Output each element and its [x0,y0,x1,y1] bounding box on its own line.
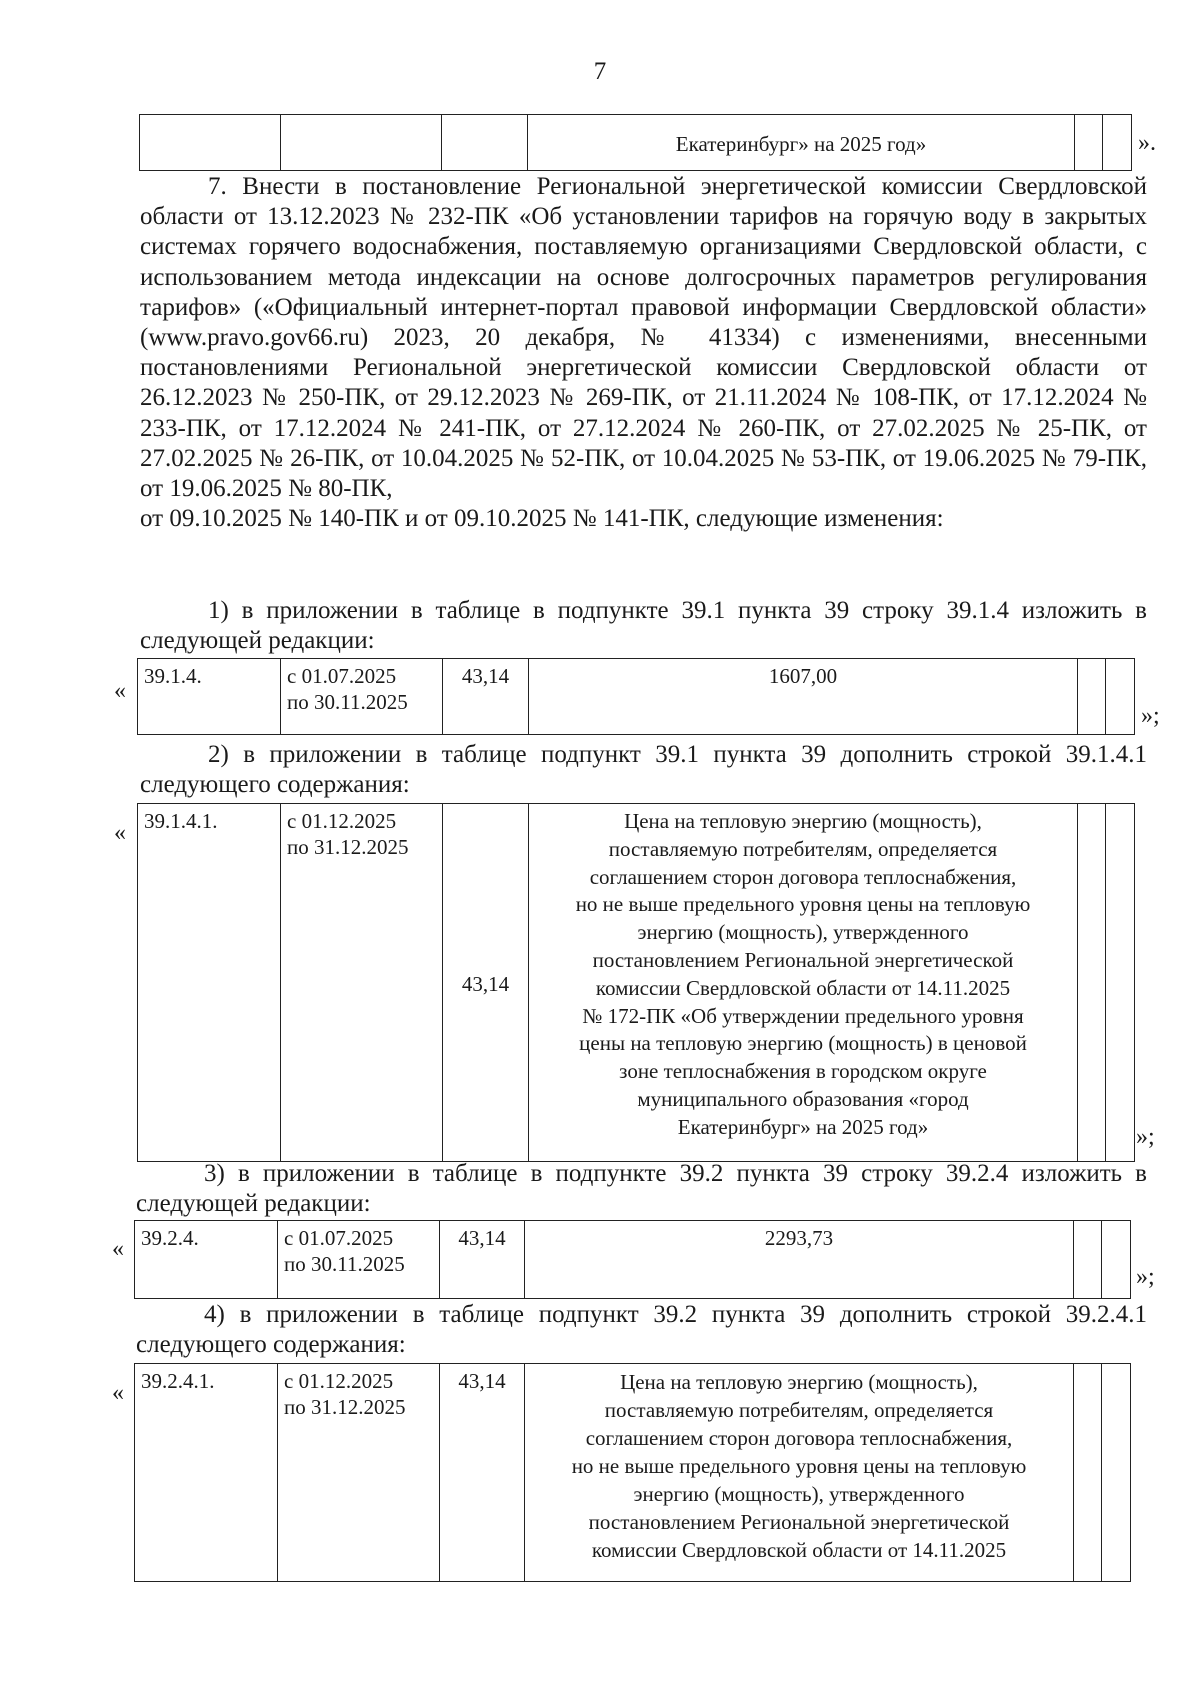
table-cell [1074,1364,1102,1582]
opening-quote: « [112,1236,124,1262]
value-line: № 172-ПК «Об утверждении предельного уровня [582,1003,1024,1028]
value-line: но не выше предельного уровня цены на тепловую [575,892,1031,917]
row-rate: 43,14 [440,1221,525,1299]
paragraph-7-text: 7. Внести в постановление Региональной энергетической комиссии Свердловской области от 13.12.2023 № 232-ПК «Об установлении тарифов на горячую воду в закрытых системах горячего водоснабжения, поставляемую организациями Свердловской области, с использованием метода индексации на основе долгосрочных параметров регулирования тарифов» («Официальный интернет-портал правовой информации Свердловской области» (www.pravo.gov66.ru) 2023, 20 декабря, № 41334) с изменениями, внесенными постановлениями Региональной энергетической комиссии Свердловской области от 26.12.2023 № 250-ПК, от 29.12.2023 № 269-ПК, от 21.11.2024 № 108-ПК, от 17.12.2024 № 233-ПК, от 17.12.2024 № 241-ПК, от 27.12.2024 № 260-ПК, от 27.02.2025 № 25-ПК, от 27.02.2025 № 26-ПК, от 10.04.2025 № 52-ПК, от 10.04.2025 № 53-ПК, от 19.06.2025 № 79-ПК, от 19.06.2025 № 80-ПК, [140,173,1147,503]
closing-quote: »; [1136,1264,1155,1290]
table-cell [140,115,281,171]
closing-quote: ». [1138,130,1156,156]
value-line: Екатеринбург» на 2025 год» [677,1114,929,1139]
table-cell [1075,115,1103,171]
item-3 [136,1159,1147,1219]
value-line: цены на тепловую энергию (мощность) в ценовой [579,1031,1027,1056]
item-2 [140,740,1147,800]
table-cell [1106,804,1135,1162]
table-cell [281,115,442,171]
value-line: муниципального образования «город [637,1086,969,1111]
row-value: 2293,73 [525,1221,1074,1299]
row-period [281,659,443,735]
value-line: комиссии Свердловской области от 14.11.2025 [591,1538,1007,1562]
value-line: энергию (мощность), утвержденного [633,1482,965,1506]
period-end: по 31.12.2025 [284,1395,406,1419]
opening-quote: « [112,1380,124,1406]
value-line: комиссии Свердловской области от 14.11.2025 [595,975,1011,1000]
table-row [135,1364,1131,1582]
item-1-text: 1) в приложении в таблице в подпункте 39.1 пункта 39 строку 39.1.4 изложить в следующей редакции: [140,597,1147,655]
value-line: постановлением Региональной энергетической [592,947,1014,972]
row-code: 39.2.4. [135,1221,278,1299]
row-value [529,804,1078,1162]
table-cell [1078,804,1106,1162]
value-line: постановлением Региональной энергетической [588,1510,1010,1534]
period-start: с 01.12.2025 [284,1369,394,1393]
period-end: по 30.11.2025 [287,690,408,714]
opening-quote: « [114,820,126,846]
row-code: 39.1.4. [138,659,281,735]
period-start: с 01.07.2025 [287,664,397,688]
table-row [138,659,1135,735]
value-line: зоне теплоснабжения в городском округе [619,1059,987,1084]
period-end: по 30.11.2025 [284,1252,405,1276]
value-line: поставляемую потребителям, определяется [608,836,998,861]
value-line: Цена на тепловую энергию (мощность), [624,809,982,833]
period-start: с 01.12.2025 [287,809,397,833]
table-cell [1074,1221,1102,1299]
row-value: 1607,00 [529,659,1078,735]
item-1 [140,596,1147,656]
table-item-1 [137,658,1135,735]
table-cell [1102,1364,1131,1582]
value-line: поставляемую потребителям, определяется [604,1398,994,1422]
table-row [138,804,1135,1162]
item-2-text: 2) в приложении в таблице подпункт 39.1 пункта 39 дополнить строкой 39.1.4.1 следующего содержания: [140,741,1147,799]
value-line: но не выше предельного уровня цены на тепловую [571,1454,1027,1478]
page-number: 7 [593,58,607,85]
row-rate: 43,14 [443,804,529,1162]
item-4 [136,1300,1147,1360]
paragraph-7 [140,172,1147,534]
table-continuation [139,114,1132,171]
row-code: 39.1.4.1. [138,804,281,1162]
closing-quote: »; [1141,703,1160,729]
value-line: энергию (мощность), утвержденного [637,920,969,945]
table-cell [1106,659,1135,735]
table-item-3 [134,1220,1131,1299]
table-cell-value: Екатеринбург» на 2025 год» [528,115,1075,171]
period-end: по 31.12.2025 [287,835,409,859]
table-cell [1102,1221,1131,1299]
opening-quote: « [114,678,126,704]
table-cell [1078,659,1106,735]
row-value [525,1364,1074,1582]
item-3-text: 3) в приложении в таблице в подпункте 39.2 пункта 39 строку 39.2.4 изложить в следующей редакции: [136,1160,1147,1218]
table-cell [1103,115,1132,171]
value-line: соглашением сторон договора теплоснабжения, [589,864,1017,889]
row-period [278,1364,440,1582]
table-row [140,115,1132,171]
row-period [281,804,443,1162]
row-period [278,1221,440,1299]
value-line: соглашением сторон договора теплоснабжения, [585,1426,1013,1450]
item-4-text: 4) в приложении в таблице подпункт 39.2 пункта 39 дополнить строкой 39.2.4.1 следующего содержания: [136,1301,1147,1359]
row-rate: 43,14 [443,659,529,735]
table-item-4 [134,1363,1131,1582]
paragraph-7-last-line: от 09.10.2025 № 140-ПК и от 09.10.2025 № 141-ПК, следующие изменения: [140,505,944,533]
closing-quote: »; [1136,1124,1155,1150]
table-row [135,1221,1131,1299]
row-rate: 43,14 [440,1364,525,1582]
period-start: с 01.07.2025 [284,1226,394,1250]
table-item-2 [137,803,1135,1162]
value-line: Цена на тепловую энергию (мощность), [620,1370,978,1394]
table-cell [442,115,528,171]
row-code: 39.2.4.1. [135,1364,278,1582]
